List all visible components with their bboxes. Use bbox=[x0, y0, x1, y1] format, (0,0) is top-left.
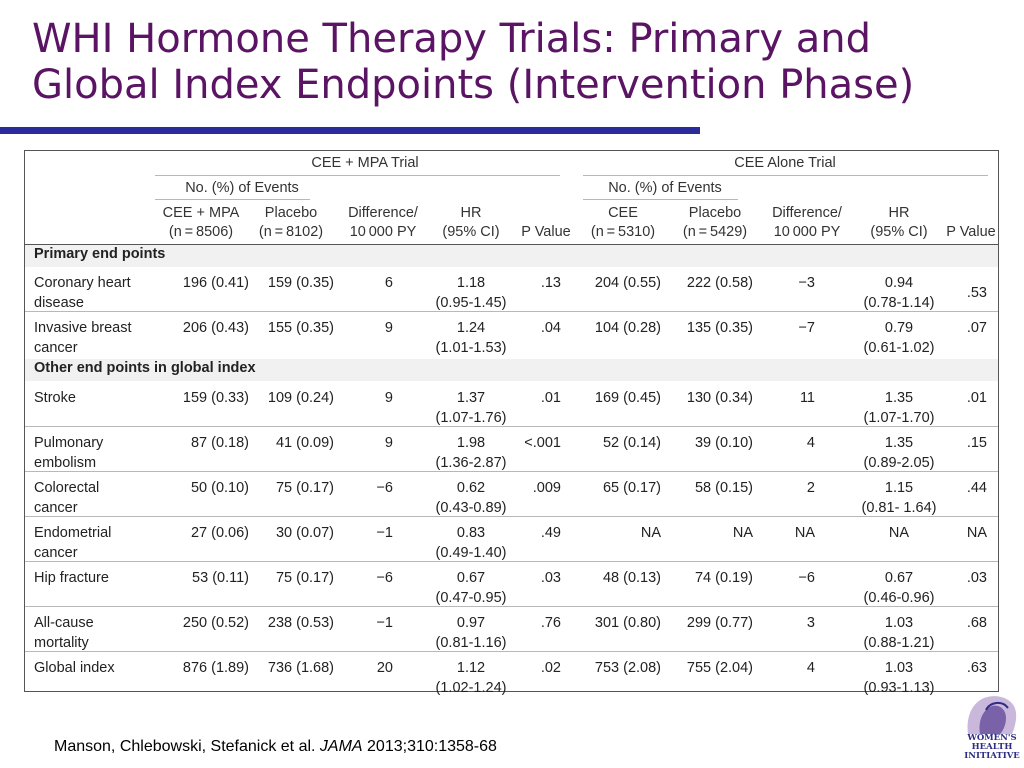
cell-diff-a: 9 bbox=[384, 390, 393, 406]
cell-p-b: .44 bbox=[966, 480, 987, 496]
row-label: cancer bbox=[34, 340, 78, 356]
col-header: 10 000 PY bbox=[349, 224, 417, 240]
cell-p-a: .13 bbox=[540, 275, 561, 291]
cell-p-a: .76 bbox=[540, 615, 561, 631]
cell-p-b: NA bbox=[966, 525, 987, 541]
events-rule-a bbox=[155, 199, 310, 200]
cell-hr-b: 1.15 bbox=[884, 480, 914, 496]
row-label: All-cause bbox=[34, 615, 94, 631]
cell-ci-b: (0.61-1.02) bbox=[863, 340, 935, 356]
row-label: Hip fracture bbox=[34, 570, 109, 586]
cell-placebo-b: 299 (0.77) bbox=[686, 615, 753, 631]
cell-p-a: .02 bbox=[540, 660, 561, 676]
cell-diff-b: 11 bbox=[799, 390, 815, 406]
col-header: Difference/ bbox=[772, 205, 842, 221]
cell-p-a: <.001 bbox=[524, 435, 561, 451]
cell-p-b: .07 bbox=[966, 320, 987, 336]
cell-cee: 169 (0.45) bbox=[594, 390, 661, 406]
cell-placebo-a: 75 (0.17) bbox=[275, 570, 334, 586]
row-separator bbox=[25, 426, 998, 427]
cell-diff-b: −3 bbox=[798, 275, 815, 291]
cell-placebo-a: 109 (0.24) bbox=[267, 390, 334, 406]
cell-p-b: .01 bbox=[966, 390, 987, 406]
row-label: Colorectal bbox=[34, 480, 100, 496]
group-header-cee-alone: CEE Alone Trial bbox=[734, 155, 836, 171]
group-header-cee-mpa: CEE + MPA Trial bbox=[311, 155, 419, 171]
slide-title bbox=[32, 16, 992, 108]
cell-placebo-b: 58 (0.15) bbox=[694, 480, 753, 496]
cell-hr-a: 0.62 bbox=[456, 480, 486, 496]
section-other bbox=[25, 359, 998, 381]
row-label: cancer bbox=[34, 545, 78, 561]
row-label: Coronary heart bbox=[34, 275, 131, 291]
cell-hr-b: 1.03 bbox=[884, 615, 914, 631]
events-rule-b bbox=[583, 199, 738, 200]
slide-title-line-2: Global Index Endpoints (Intervention Phase) bbox=[32, 62, 915, 108]
col-header: (95% CI) bbox=[442, 224, 500, 240]
cell-cee: 753 (2.08) bbox=[594, 660, 661, 676]
cell-cee-mpa: 876 (1.89) bbox=[182, 660, 249, 676]
cell-hr-a: 1.98 bbox=[456, 435, 486, 451]
cell-ci-b: (0.81- 1.64) bbox=[861, 500, 937, 516]
cell-hr-b: 1.35 bbox=[884, 435, 914, 451]
group-rule-a bbox=[155, 175, 560, 176]
cell-ci-b: (0.89-2.05) bbox=[863, 455, 935, 471]
cell-diff-b: 4 bbox=[806, 660, 815, 676]
events-label-b: No. (%) of Events bbox=[608, 180, 722, 196]
cell-ci-b: (0.78-1.14) bbox=[863, 295, 935, 311]
cell-ci-a: (1.01-1.53) bbox=[435, 340, 507, 356]
section-label: Other end points in global index bbox=[34, 360, 256, 376]
cell-cee-mpa: 27 (0.06) bbox=[190, 525, 249, 541]
cell-placebo-a: 238 (0.53) bbox=[267, 615, 334, 631]
row-label: Stroke bbox=[34, 390, 76, 406]
cell-diff-a: 9 bbox=[384, 435, 393, 451]
cell-ci-a: (1.02-1.24) bbox=[435, 680, 507, 696]
cell-placebo-b: 39 (0.10) bbox=[694, 435, 753, 451]
cell-diff-b: 4 bbox=[806, 435, 815, 451]
citation bbox=[54, 738, 497, 756]
section-label: Primary end points bbox=[34, 246, 166, 262]
row-label: Pulmonary bbox=[34, 435, 104, 451]
cell-placebo-a: 30 (0.07) bbox=[275, 525, 334, 541]
cell-placebo-b: 130 (0.34) bbox=[686, 390, 753, 406]
row-label: Endometrial bbox=[34, 525, 112, 541]
cell-ci-a: (0.49-1.40) bbox=[435, 545, 507, 561]
col-header: (n = 8102) bbox=[258, 224, 324, 240]
cell-p-b: .63 bbox=[966, 660, 987, 676]
cell-placebo-b: NA bbox=[732, 525, 753, 541]
citation-ref: 2013;310:1358-68 bbox=[362, 738, 497, 755]
row-separator bbox=[25, 651, 998, 652]
row-label: disease bbox=[34, 295, 84, 311]
cell-ci-b: (0.46-0.96) bbox=[863, 590, 935, 606]
cell-cee-mpa: 50 (0.10) bbox=[190, 480, 249, 496]
col-header: CEE + MPA bbox=[162, 205, 240, 221]
cell-diff-a: −6 bbox=[376, 480, 393, 496]
cell-ci-b: (1.07-1.70) bbox=[863, 410, 935, 426]
cell-cee-mpa: 206 (0.43) bbox=[182, 320, 249, 336]
cell-p-b: .68 bbox=[966, 615, 987, 631]
col-header: Difference/ bbox=[348, 205, 418, 221]
cell-ci-a: (0.81-1.16) bbox=[435, 635, 507, 651]
logo-line: HEALTH bbox=[971, 742, 1013, 752]
cell-cee: 52 (0.14) bbox=[602, 435, 661, 451]
cell-p-b: .15 bbox=[966, 435, 987, 451]
cell-hr-b: NA bbox=[888, 525, 910, 541]
cell-diff-a: −6 bbox=[376, 570, 393, 586]
cell-cee-mpa: 250 (0.52) bbox=[182, 615, 249, 631]
col-header: CEE bbox=[608, 205, 638, 221]
cell-cee-mpa: 159 (0.33) bbox=[182, 390, 249, 406]
cell-cee: 104 (0.28) bbox=[594, 320, 661, 336]
cell-placebo-b: 222 (0.58) bbox=[686, 275, 753, 291]
cell-hr-a: 1.12 bbox=[456, 660, 486, 676]
cell-p-a: .49 bbox=[540, 525, 561, 541]
cell-hr-a: 1.24 bbox=[456, 320, 486, 336]
col-header: P Value bbox=[521, 224, 571, 240]
cell-p-b: .53 bbox=[966, 285, 987, 301]
cell-cee-mpa: 53 (0.11) bbox=[192, 570, 249, 586]
row-label: embolism bbox=[34, 455, 97, 471]
cell-hr-a: 1.18 bbox=[456, 275, 486, 291]
cell-placebo-a: 159 (0.35) bbox=[267, 275, 334, 291]
col-header: (n = 8506) bbox=[168, 224, 234, 240]
cell-placebo-a: 155 (0.35) bbox=[267, 320, 334, 336]
cell-ci-a: (0.47-0.95) bbox=[435, 590, 507, 606]
logo-silhouette-icon bbox=[962, 690, 1022, 736]
col-header: P Value bbox=[946, 224, 996, 240]
logo-text bbox=[962, 734, 1022, 761]
cell-placebo-a: 41 (0.09) bbox=[275, 435, 334, 451]
col-header: Placebo bbox=[688, 205, 742, 221]
cell-ci-a: (1.36-2.87) bbox=[435, 455, 507, 471]
citation-journal: JAMA bbox=[319, 738, 363, 755]
cell-ci-a: (1.07-1.76) bbox=[435, 410, 507, 426]
cell-cee-mpa: 87 (0.18) bbox=[190, 435, 249, 451]
slide-title-line-1: WHI Hormone Therapy Trials: Primary and bbox=[32, 16, 871, 62]
cell-placebo-a: 75 (0.17) bbox=[275, 480, 334, 496]
row-label: Invasive breast bbox=[34, 320, 132, 336]
cell-p-a: .03 bbox=[540, 570, 561, 586]
col-header: Placebo bbox=[264, 205, 318, 221]
cell-p-a: .009 bbox=[532, 480, 561, 496]
col-header: 10 000 PY bbox=[773, 224, 841, 240]
cell-diff-a: 9 bbox=[384, 320, 393, 336]
cell-diff-a: 6 bbox=[384, 275, 393, 291]
cell-cee: 48 (0.13) bbox=[602, 570, 661, 586]
cell-ci-a: (0.95-1.45) bbox=[435, 295, 507, 311]
row-label: mortality bbox=[34, 635, 89, 651]
col-header: (n = 5429) bbox=[682, 224, 748, 240]
cell-hr-b: 1.03 bbox=[884, 660, 914, 676]
row-separator bbox=[25, 561, 998, 562]
whi-logo bbox=[962, 690, 1022, 766]
row-separator bbox=[25, 606, 998, 607]
section-primary bbox=[25, 245, 998, 267]
cell-p-a: .04 bbox=[540, 320, 561, 336]
cell-p-b: .03 bbox=[966, 570, 987, 586]
cell-hr-b: 1.35 bbox=[884, 390, 914, 406]
cell-placebo-a: 736 (1.68) bbox=[267, 660, 334, 676]
title-rule bbox=[0, 127, 700, 134]
col-header: (n = 5310) bbox=[590, 224, 656, 240]
cell-diff-b: 2 bbox=[806, 480, 815, 496]
cell-diff-b: 3 bbox=[806, 615, 815, 631]
cell-cee-mpa: 196 (0.41) bbox=[182, 275, 249, 291]
cell-ci-b: (0.88-1.21) bbox=[863, 635, 935, 651]
row-separator bbox=[25, 516, 998, 517]
cell-hr-b: 0.79 bbox=[884, 320, 914, 336]
cell-diff-b: NA bbox=[794, 525, 815, 541]
col-header: HR bbox=[460, 205, 482, 221]
endpoints-table bbox=[24, 150, 999, 696]
cell-diff-b: −7 bbox=[798, 320, 815, 336]
group-rule-b bbox=[583, 175, 988, 176]
cell-cee: 65 (0.17) bbox=[602, 480, 661, 496]
cell-ci-b: (0.93-1.13) bbox=[863, 680, 935, 696]
row-separator bbox=[25, 311, 998, 312]
cell-cee: 301 (0.80) bbox=[594, 615, 661, 631]
cell-placebo-b: 74 (0.19) bbox=[694, 570, 753, 586]
logo-line: INITIATIVE bbox=[964, 751, 1020, 761]
cell-diff-b: −6 bbox=[798, 570, 815, 586]
cell-cee: 204 (0.55) bbox=[594, 275, 661, 291]
cell-hr-a: 0.97 bbox=[456, 615, 486, 631]
cell-hr-b: 0.67 bbox=[884, 570, 914, 586]
cell-ci-a: (0.43-0.89) bbox=[435, 500, 507, 516]
citation-authors: Manson, Chlebowski, Stefanick et al. bbox=[54, 738, 320, 755]
row-label: cancer bbox=[34, 500, 78, 516]
logo-line: WOMEN'S bbox=[967, 733, 1017, 743]
cell-diff-a: −1 bbox=[376, 615, 393, 631]
cell-placebo-b: 755 (2.04) bbox=[686, 660, 753, 676]
cell-diff-a: −1 bbox=[376, 525, 393, 541]
row-label: Global index bbox=[34, 660, 115, 676]
col-header: (95% CI) bbox=[870, 224, 928, 240]
cell-p-a: .01 bbox=[540, 390, 561, 406]
cell-hr-a: 1.37 bbox=[456, 390, 486, 406]
row-separator bbox=[25, 471, 998, 472]
cell-placebo-b: 135 (0.35) bbox=[686, 320, 753, 336]
cell-hr-a: 0.67 bbox=[456, 570, 486, 586]
events-label-a: No. (%) of Events bbox=[185, 180, 299, 196]
cell-diff-a: 20 bbox=[376, 660, 393, 676]
cell-hr-b: 0.94 bbox=[884, 275, 914, 291]
col-header: HR bbox=[888, 205, 910, 221]
cell-cee: NA bbox=[640, 525, 661, 541]
cell-hr-a: 0.83 bbox=[456, 525, 486, 541]
